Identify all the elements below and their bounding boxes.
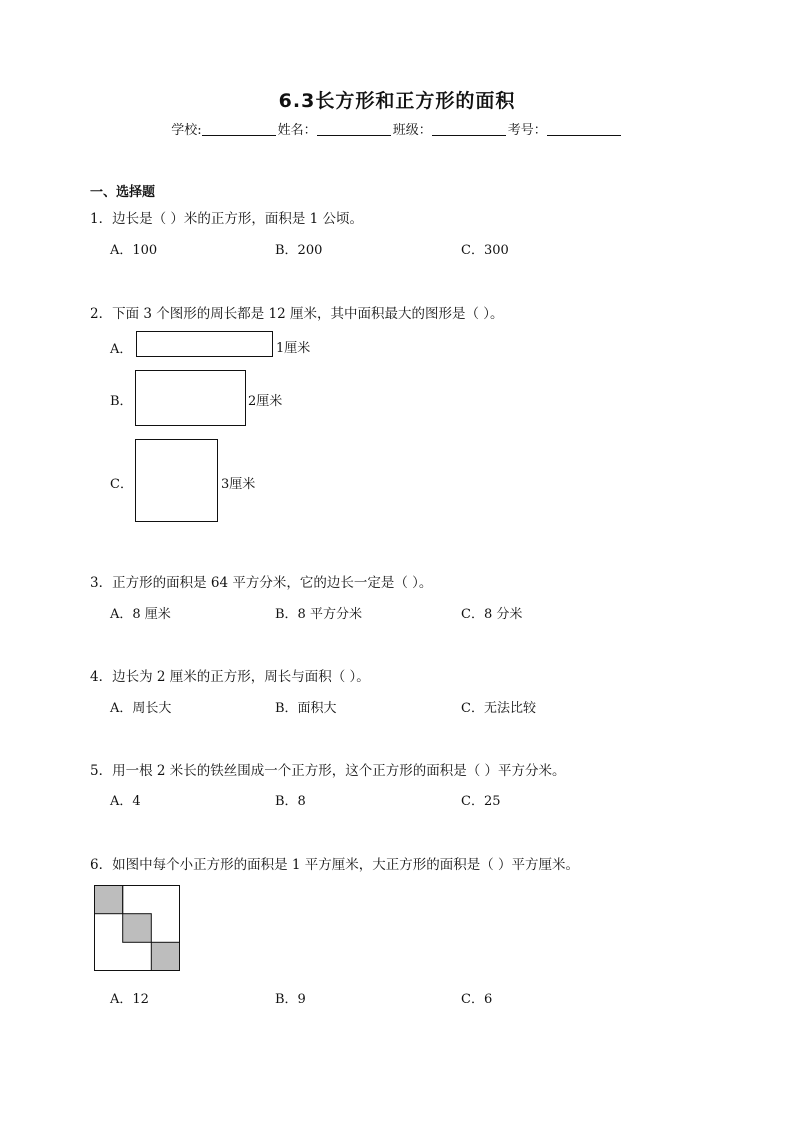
q4-option-c: C．无法比较 [461,701,536,716]
school-label: 学校: [171,123,202,138]
section-title: 一、选择题 [90,185,156,200]
grid-outline [94,885,180,971]
rectangle-b [135,370,246,426]
q5-option-c: C．25 [461,794,501,809]
rectangle-a [136,331,273,357]
id-blank [547,122,621,136]
school-blank [202,122,276,136]
name-label: 姓名： [277,123,317,138]
q1-option-b: B．200 [275,243,323,258]
q2-option-c: C． [110,477,133,492]
q5-option-a: A．4 [110,794,141,809]
question-2-stem: 2．下面 3 个图形的周长都是 12 厘米，其中面积最大的图形是（ ）。 [90,306,504,322]
q4-option-a: A．周长大 [110,701,172,716]
question-1-stem: 1．边长是（ ）米的正方形，面积是 1 公顷。 [90,211,364,227]
question-6-stem: 6．如图中每个小正方形的面积是 1 平方厘米，大正方形的面积是（ ）平方厘米。 [90,857,580,873]
q1-option-c: C．300 [461,243,509,258]
square-c [135,439,218,522]
rectangle-a-width-label: 1厘米 [276,341,311,356]
q2-option-b: B． [110,394,133,409]
name-blank [317,122,391,136]
question-4-stem: 4．边长为 2 厘米的正方形，周长与面积（ ）。 [90,669,370,685]
class-blank [432,122,506,136]
page-title: 6.3长方形和正方形的面积 [278,90,516,112]
q6-option-a: A．12 [110,992,149,1007]
square-c-side-label: 3厘米 [221,477,256,492]
q3-option-c: C．8 分米 [461,607,523,622]
rectangle-b-width-label: 2厘米 [248,394,283,409]
square-grid-figure [94,885,180,971]
q1-option-a: A．100 [110,243,158,258]
student-info-line [0,119,794,138]
q3-option-b: B．8 平方分米 [275,607,362,622]
q5-option-b: B．8 [275,794,306,809]
question-5-stem: 5．用一根 2 米长的铁丝围成一个正方形，这个正方形的面积是（ ）平方分米。 [90,763,566,779]
class-label: 班级： [392,123,432,138]
q6-option-b: B．9 [275,992,306,1007]
q6-option-c: C．6 [461,992,493,1007]
q4-option-b: B．面积大 [275,701,337,716]
id-label: 考号： [507,123,547,138]
q3-option-a: A．8 厘米 [110,607,171,622]
q2-option-a: A． [110,342,133,357]
question-3-stem: 3．正方形的面积是 64 平方分米，它的边长一定是（ ）。 [90,575,433,591]
